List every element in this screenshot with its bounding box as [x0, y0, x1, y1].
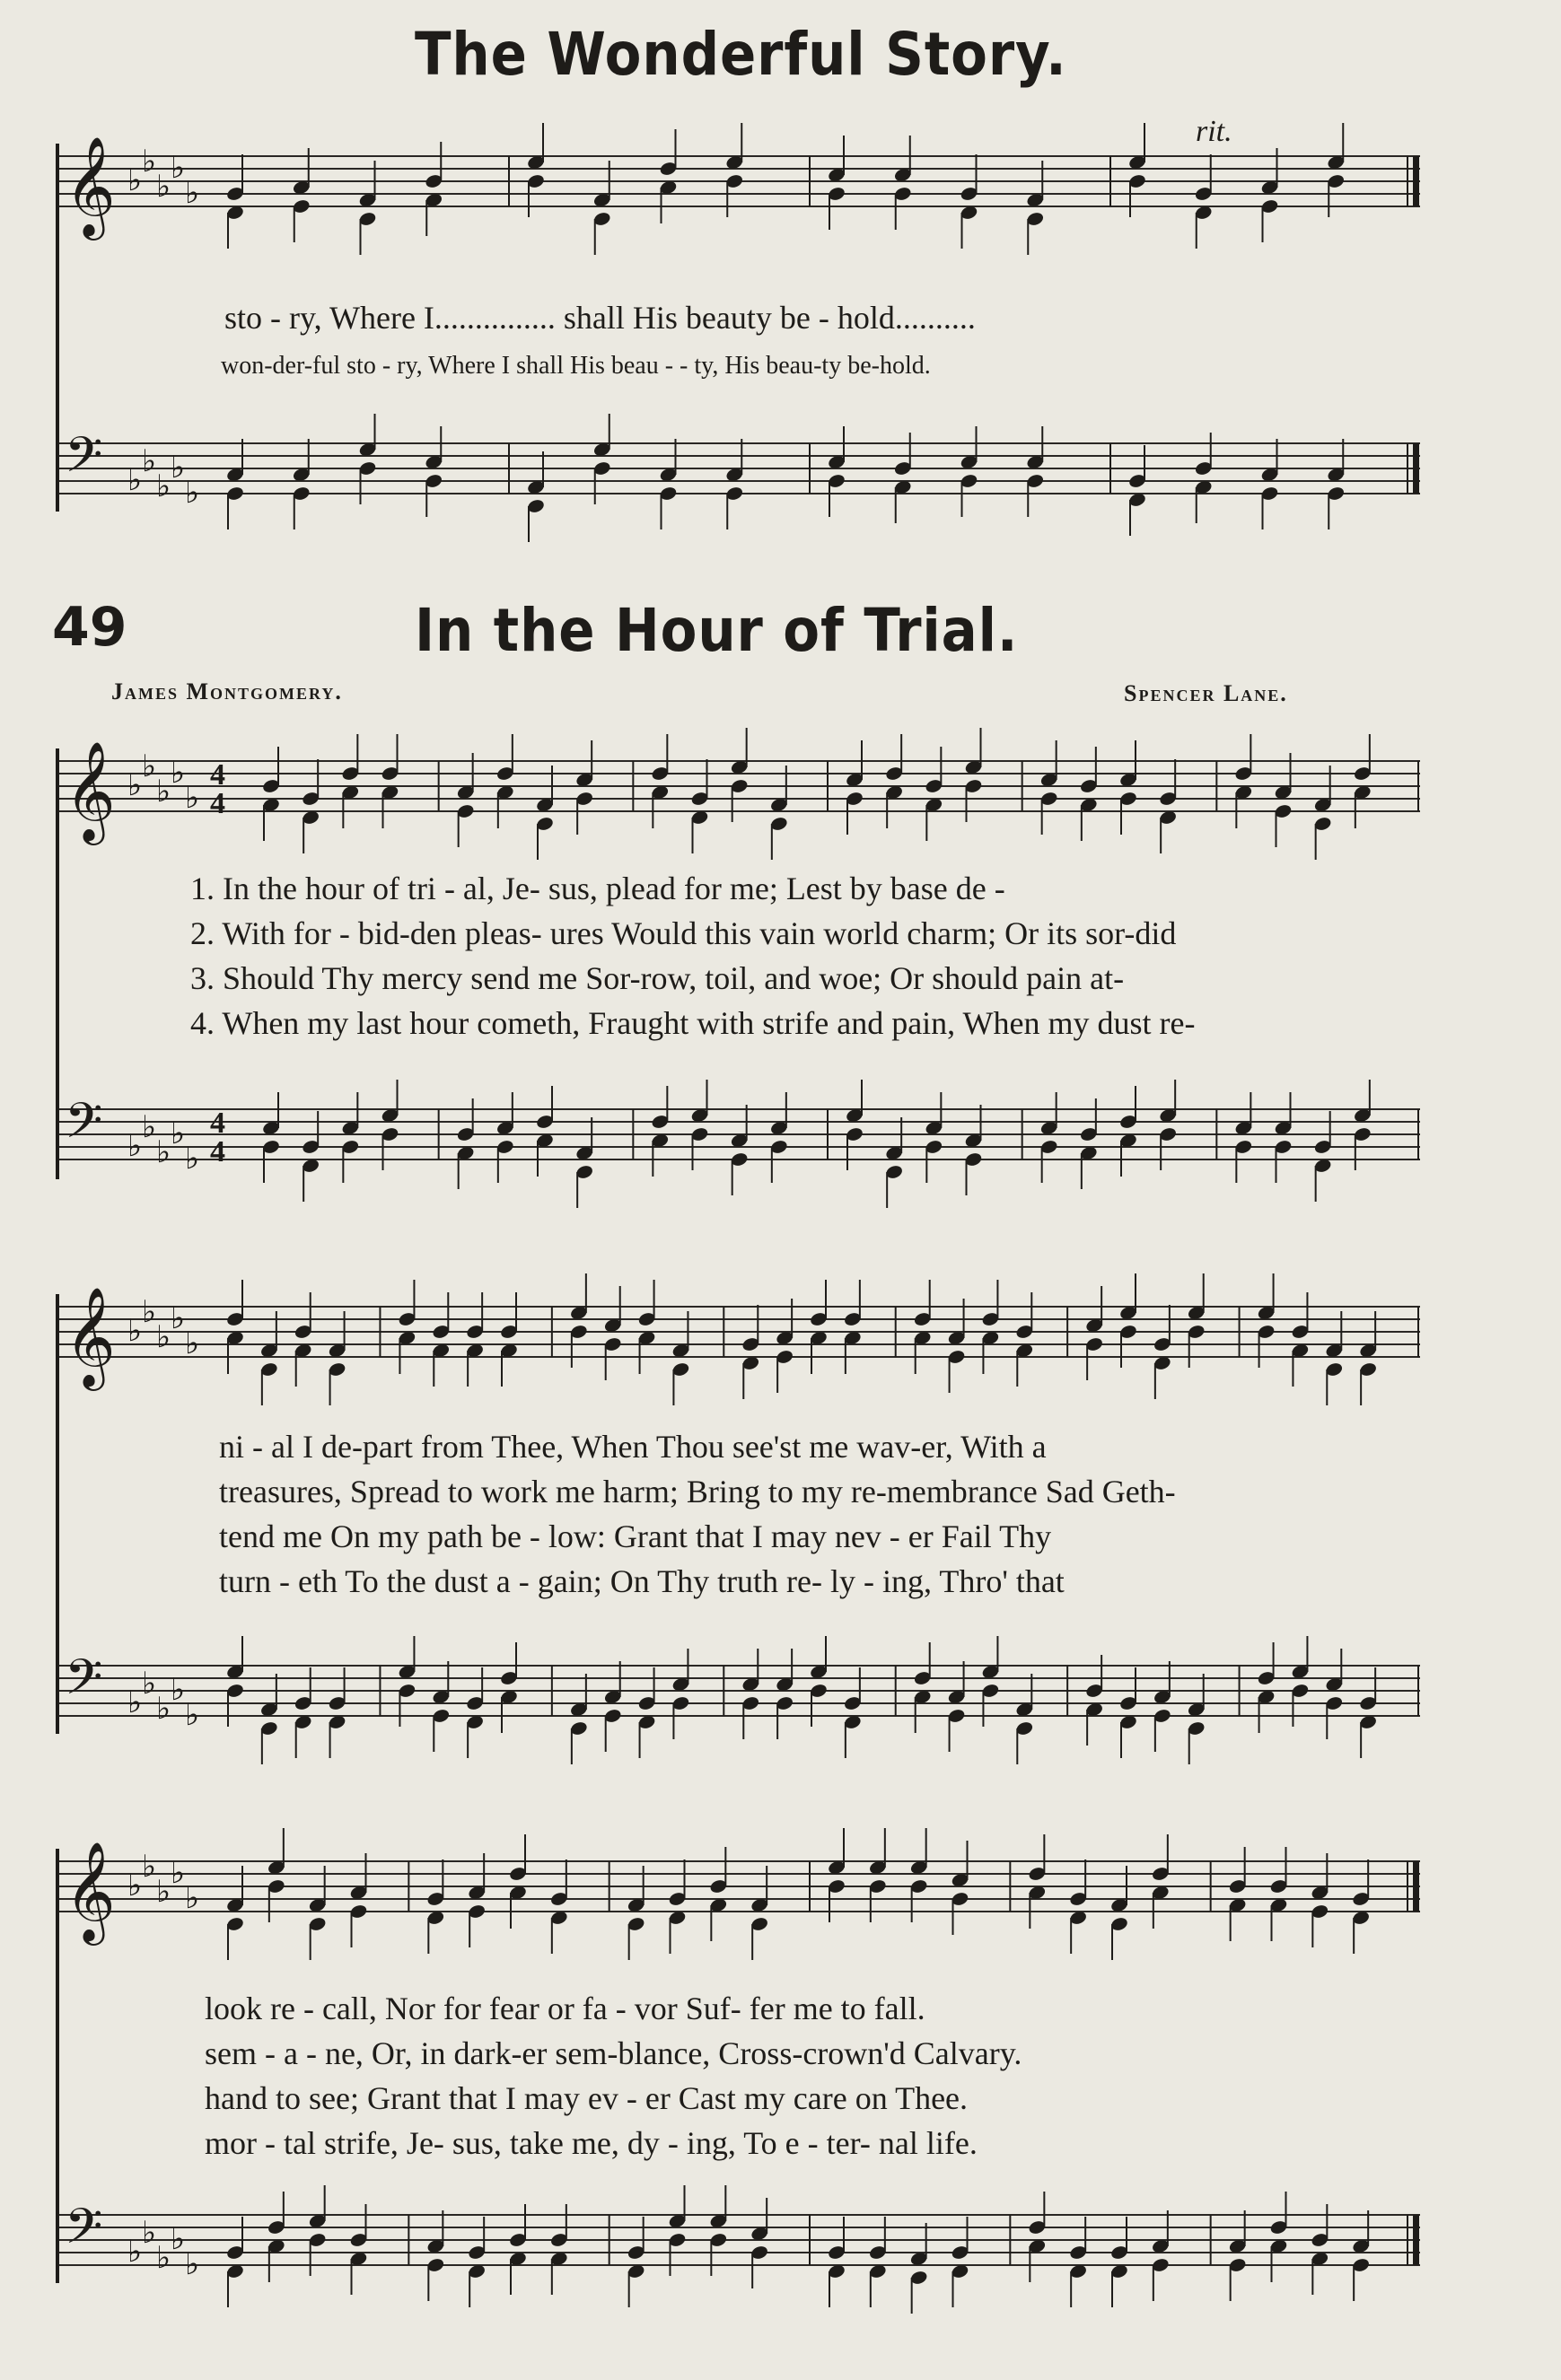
- svg-text:♭: ♭: [185, 1327, 200, 1361]
- svg-text:𝄢: 𝄢: [65, 426, 103, 495]
- svg-text:♭: ♭: [127, 1315, 143, 1348]
- svg-text:♭: ♭: [156, 171, 171, 204]
- svg-text:𝄞: 𝄞: [65, 136, 116, 236]
- svg-text:𝄢: 𝄢: [65, 1649, 103, 1718]
- svg-text:4: 4: [210, 1135, 225, 1168]
- system1-bass-staff: [56, 1092, 1420, 1185]
- system3-bracket: [56, 1849, 59, 2283]
- system2-bass-staff: [56, 1651, 1420, 1741]
- top-chorus-lyric: won-der-ful sto - ry, Where I shall His beau - - ty, His beau-ty be-hold.: [221, 352, 931, 380]
- svg-text:♭: ♭: [171, 451, 186, 485]
- svg-text:♭: ♭: [171, 1117, 186, 1151]
- svg-text:𝄢: 𝄢: [65, 1092, 103, 1161]
- system1-verse-1: 1. In the hour of tri - al, Je- sus, plead for me; Lest by base de -: [190, 871, 1005, 906]
- hymn-title: In the Hour of Trial.: [415, 596, 1019, 665]
- svg-text:♭: ♭: [142, 445, 157, 478]
- svg-text:♭: ♭: [185, 177, 200, 210]
- svg-text:♭: ♭: [171, 1302, 186, 1335]
- svg-text:♭: ♭: [127, 1869, 143, 1903]
- svg-text:♭: ♭: [156, 1136, 171, 1169]
- system2-treble-staff: [56, 1286, 1420, 1387]
- top-verse-lyric: sto - ry, Where I............... shall His beauty be - hold..........: [224, 300, 976, 336]
- svg-text:♭: ♭: [156, 1876, 171, 1909]
- system3-verse-4: mor - tal strife, Je- sus, take me, dy - ing, To e - ter- nal life.: [205, 2125, 978, 2161]
- top-system-bracket: [56, 144, 59, 512]
- system3-verse-2: sem - a - ne, Or, in dark-er sem-blance, Cross-crown'd Calvary.: [205, 2035, 1022, 2071]
- svg-text:♭: ♭: [185, 2248, 200, 2281]
- svg-text:♭: ♭: [185, 1882, 200, 1915]
- svg-text:♭: ♭: [185, 1142, 200, 1176]
- svg-text:♭: ♭: [171, 1674, 186, 1707]
- svg-text:4: 4: [210, 758, 225, 792]
- svg-text:♭: ♭: [142, 1851, 157, 1884]
- svg-text:♭: ♭: [127, 1130, 143, 1163]
- svg-text:♭: ♭: [127, 769, 143, 802]
- top-treble-staff: [56, 136, 1420, 236]
- svg-text:♭: ♭: [185, 782, 200, 815]
- top-bass-staff: [56, 426, 1420, 519]
- system2-verse-3: tend me On my path be - low: Grant that I may nev - er Fail Thy: [219, 1518, 1052, 1554]
- composer-credit: Spencer Lane.: [1124, 680, 1288, 706]
- author-credit: James Montgomery.: [111, 678, 343, 704]
- svg-text:♭: ♭: [185, 1699, 200, 1732]
- svg-text:♭: ♭: [171, 152, 186, 185]
- svg-text:♭: ♭: [156, 775, 171, 809]
- system1-verse-4: 4. When my last hour cometh, Fraught with strife and pain, When my dust re-: [190, 1005, 1196, 1041]
- system3-bass-staff: [56, 2198, 1420, 2290]
- svg-text:♭: ♭: [185, 477, 200, 510]
- system1-treble-staff: [56, 740, 1420, 841]
- system2-bracket: [56, 1294, 59, 1734]
- system2-verse-2: treasures, Spread to work me harm; Bring to my re-membrance Sad Geth-: [219, 1474, 1176, 1509]
- hymn-number: 49: [52, 596, 127, 659]
- svg-text:4: 4: [210, 787, 225, 820]
- top-hymn-title: The Wonderful Story.: [415, 20, 1067, 89]
- system2-verse-4: turn - eth To the dust a - gain; On Thy truth re- ly - ing, Thro' that: [219, 1563, 1065, 1599]
- system3-treble-staff: [56, 1841, 1420, 1941]
- svg-text:♭: ♭: [171, 2223, 186, 2256]
- svg-text:♭: ♭: [171, 1857, 186, 1890]
- svg-text:𝄢: 𝄢: [65, 2198, 103, 2267]
- svg-text:♭: ♭: [142, 1111, 157, 1144]
- svg-text:♭: ♭: [142, 1296, 157, 1329]
- svg-text:♭: ♭: [142, 145, 157, 179]
- svg-text:♭: ♭: [156, 1321, 171, 1354]
- system3-verse-1: look re - call, Nor for fear or fa - vor Suf- fer me to fall.: [205, 1991, 925, 2026]
- svg-text:♭: ♭: [127, 2236, 143, 2269]
- svg-text:𝄞: 𝄞: [65, 1841, 116, 1941]
- system3-verse-3: hand to see; Grant that I may ev - er Cast my care on Thee.: [205, 2080, 969, 2116]
- tempo-marking: rit.: [1196, 115, 1232, 148]
- svg-text:♭: ♭: [156, 470, 171, 503]
- system2-verse-1: ni - al I de-part from Thee, When Thou see'st me wav-er, With a: [219, 1429, 1047, 1465]
- svg-text:4: 4: [210, 1107, 225, 1140]
- svg-text:♭: ♭: [127, 1686, 143, 1719]
- svg-text:𝄞: 𝄞: [65, 1286, 116, 1387]
- svg-text:♭: ♭: [142, 2217, 157, 2250]
- svg-text:♭: ♭: [156, 2242, 171, 2275]
- svg-text:𝄞: 𝄞: [65, 740, 116, 841]
- svg-text:♭: ♭: [156, 1693, 171, 1726]
- system1-verse-3: 3. Should Thy mercy send me Sor-row, toil, and woe; Or should pain at-: [190, 960, 1125, 996]
- system1-verse-2: 2. With for - bid-den pleas- ures Would this vain world charm; Or its sor-did: [190, 915, 1177, 951]
- svg-text:♭: ♭: [142, 1667, 157, 1701]
- svg-text:♭: ♭: [142, 750, 157, 783]
- svg-text:♭: ♭: [171, 757, 186, 790]
- system1-bracket: [56, 748, 59, 1179]
- svg-text:♭: ♭: [127, 464, 143, 497]
- svg-text:♭: ♭: [127, 164, 143, 197]
